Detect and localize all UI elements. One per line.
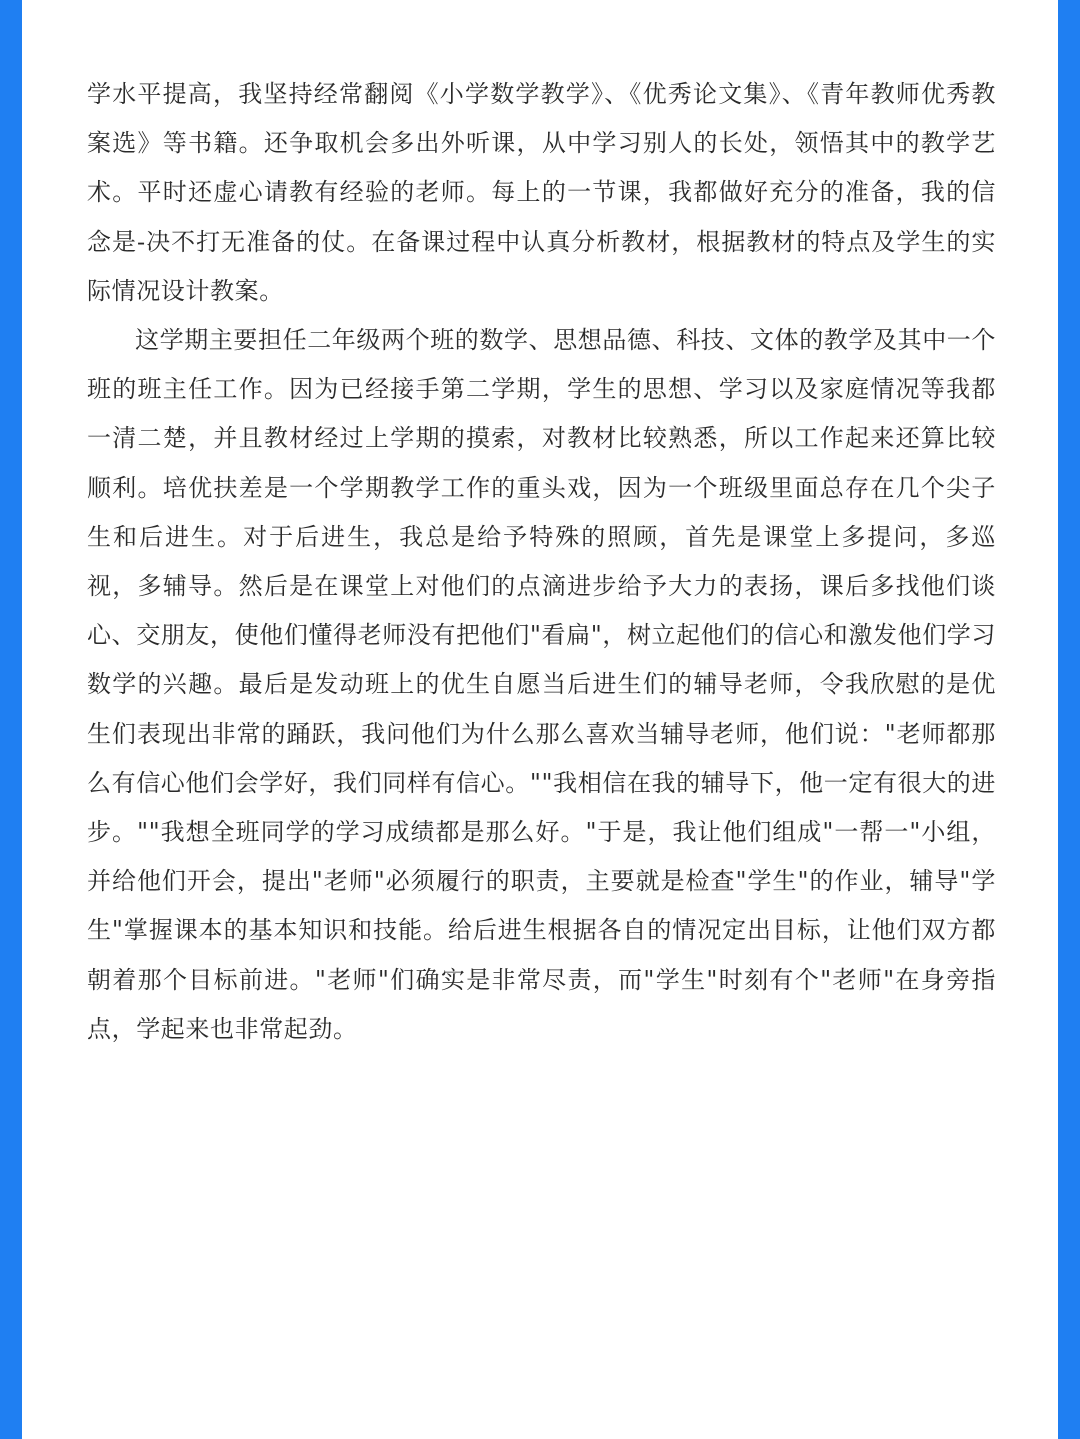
paragraph-1: 学水平提高，我坚持经常翻阅《小学数学教学》、《优秀论文集》、《青年教师优秀教案选》等书籍。还争取机会多出外听课，从中学习别人的长处，领悟其中的教学艺术。平时还虚心请教有经验的老师。每上的一节课，我都做好充分的准备，我的信念是-决不打无准备的仗。在备课过程中认真分析教材，根据教材的特点及学生的实际情况设计教案。 [87, 80, 996, 305]
right-blue-border [1058, 0, 1080, 1439]
document-page [22, 0, 1058, 1439]
paragraph-2: 这学期主要担任二年级两个班的数学、思想品德、科技、文体的教学及其中一个班的班主任工作。因为已经接手第二学期，学生的思想、学习以及家庭情况等我都一清二楚，并且教材经过上学期的摸索，对教材比较熟悉，所以工作起来还算比较顺利。培优扶差是一个学期教学工作的重头戏，因为一个班级里面总存在几个尖子生和后进生。对于后进生，我总是给予特殊的照顾，首先是课堂上多提问，多巡视，多辅导。然后是在课堂上对他们的点滴进步给予大力的表扬，课后多找他们谈心、交朋友，使他们懂得老师没有把他们"看扁"，树立起他们的信心和激发他们学习数学的兴趣。最后是发动班上的优生自愿当后进生们的辅导老师，令我欣慰的是优生们表现出非常的踊跃，我问他们为什么那么喜欢当辅导老师，他们说："老师都那么有信心他们会学好，我们同样有信心。""我相信在我的辅导下，他一定有很大的进步。""我想全班同学的学习成绩都是那么好。"于是，我让他们组成"一帮一"小组，并给他们开会，提出"老师"必须履行的职责，主要就是检查"学生"的作业，辅导"学生"掌握课本的基本知识和技能。给后进生根据各自的情况定出目标，让他们双方都朝着那个目标前进。"老师"们确实是非常尽责，而"学生"时刻有个"老师"在身旁指点，学起来也非常起劲。 [87, 326, 997, 1043]
left-blue-border [0, 0, 22, 1439]
document-body [87, 70, 996, 1054]
